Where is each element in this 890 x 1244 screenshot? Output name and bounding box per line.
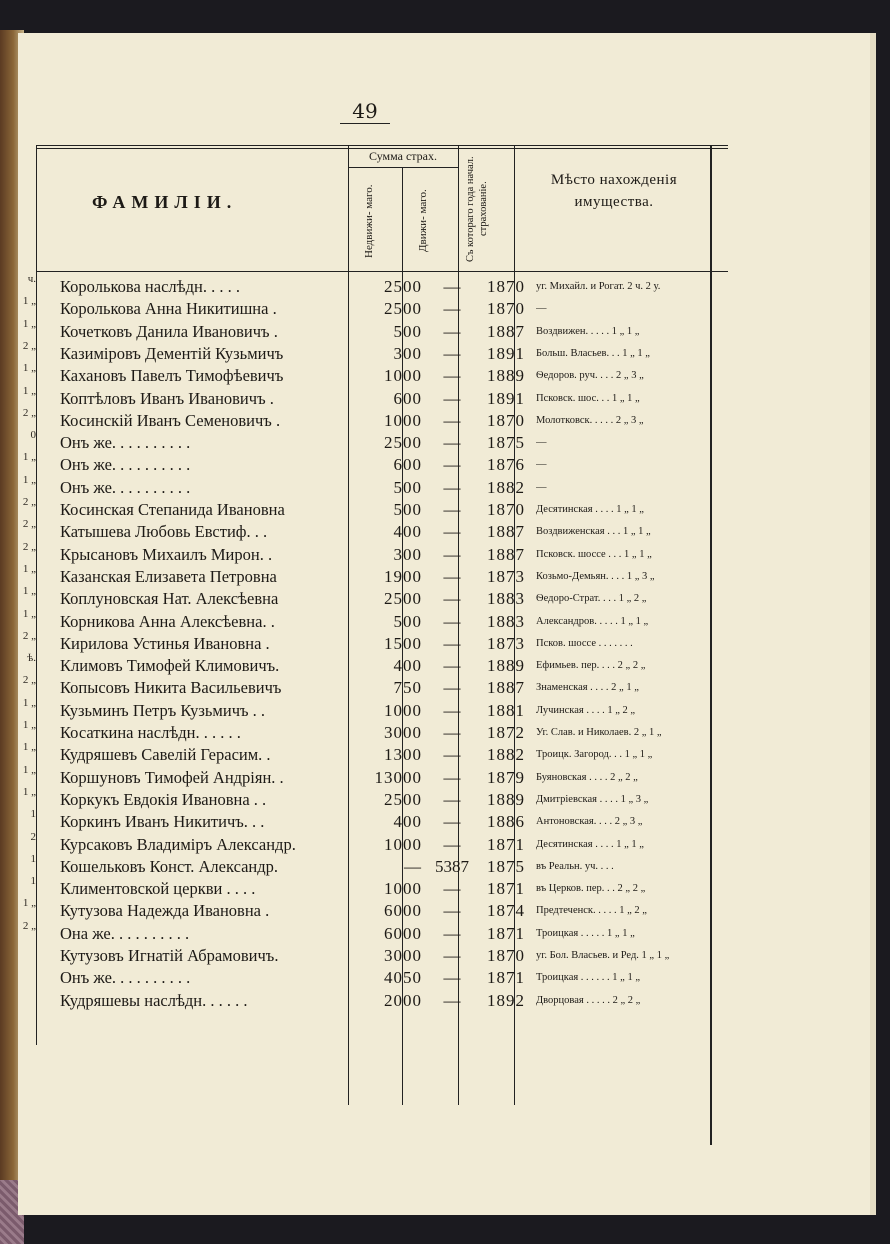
margin-fragment: 1	[30, 808, 36, 821]
movable-sum-cell: —	[443, 388, 461, 408]
immovable-sum-cell: 500	[393, 321, 422, 341]
immovable-sum-cell: 1000	[384, 879, 422, 899]
margin-fragment: 1 „	[22, 317, 36, 330]
margin-fragment: 1 „	[22, 741, 36, 754]
movable-sum-cell: —	[443, 366, 461, 386]
immovable-sum-cell: 500	[393, 477, 422, 497]
table-row	[18, 678, 730, 698]
location-cell: Воздвижен. . . . . 1 „ 1 „	[536, 325, 640, 337]
year-cell: 1887	[487, 544, 525, 564]
sum-group-header: Сумма страх.	[368, 149, 438, 163]
immovable-sum-cell: 6000	[384, 923, 422, 943]
family-name-cell: Кирилова Устинья Ивановна .	[60, 633, 270, 653]
year-cell: 1879	[487, 767, 525, 787]
location-cell: —	[536, 437, 547, 449]
movable-sum-cell: —	[443, 968, 461, 988]
location-cell: Лучинская . . . . 1 „ 2 „	[536, 704, 636, 716]
immovable-sum-cell: 300	[393, 544, 422, 564]
location-cell: Ѳедоро-Страт. . . . 1 „ 2 „	[536, 593, 647, 605]
margin-fragment: 2 „	[22, 406, 36, 419]
location-cell: Троицкая . . . . . 1 „ 1 „	[536, 927, 635, 939]
location-cell: уг. Бол. Власьев. и Ред. 1 „ 1 „	[536, 950, 670, 961]
table-row	[18, 344, 730, 364]
margin-fragment: 1 „	[22, 763, 36, 776]
year-cell: 1886	[487, 812, 525, 832]
table-row	[18, 768, 730, 788]
family-name-cell: Коркинъ Иванъ Никитичъ. . .	[60, 812, 265, 832]
year-cell: 1882	[487, 745, 525, 765]
year-cell: 1875	[487, 856, 525, 876]
family-name-cell: Кудряшевъ Савелій Герасим. .	[60, 745, 271, 765]
table-row	[18, 411, 730, 431]
movable-sum-cell: —	[443, 277, 461, 296]
family-name-cell: Кахановъ Павелъ Тимофѣевичъ	[60, 366, 284, 386]
immovable-sum-cell: 13000	[374, 767, 422, 787]
immovable-header: Недвижи- маго.	[363, 184, 375, 258]
location-cell: Больш. Власьев. . . 1 „ 1 „	[536, 347, 650, 359]
margin-fragment: 1	[30, 852, 36, 865]
year-cell: 1871	[487, 923, 525, 943]
immovable-sum-cell: 2500	[384, 299, 422, 319]
year-cell: 1870	[487, 946, 525, 965]
year-cell: 1876	[487, 455, 525, 475]
table-row	[18, 745, 730, 765]
movable-sum-cell: —	[443, 879, 461, 899]
location-cell: Антоновская. . . . 2 „ 3 „	[536, 816, 643, 828]
margin-fragment: 1 „	[22, 384, 36, 397]
table-row	[18, 545, 730, 565]
margin-fragment: 1 „	[22, 785, 36, 798]
margin-fragment: 1 „	[22, 362, 36, 375]
table-row	[18, 991, 730, 1011]
family-name-cell: Косаткина наслѣдн. . . . . .	[60, 723, 241, 742]
immovable-sum-cell: 400	[393, 522, 422, 542]
immovable-sum-cell: 300	[393, 343, 422, 363]
margin-fragment: 2 „	[22, 629, 36, 642]
family-name-cell: Копысовъ Никита Васильевичъ	[60, 678, 282, 698]
year-cell: 1870	[487, 299, 525, 319]
family-name-cell: Кочетковъ Данила Ивановичъ .	[60, 321, 278, 341]
year-cell: 1882	[487, 477, 525, 497]
location-cell: въ Церков. пер. . . 2 „ 2 „	[536, 883, 646, 895]
year-cell: 1891	[487, 388, 525, 408]
movable-sum-cell: —	[443, 433, 461, 453]
location-cell: Козьмо-Демьян. . . . 1 „ 3 „	[536, 570, 655, 582]
table-row	[18, 946, 730, 966]
location-cell: Молотковск. . . . . 2 „ 3 „	[536, 414, 644, 426]
year-cell: 1871	[487, 834, 525, 854]
movable-sum-cell: —	[443, 522, 461, 542]
family-name-cell: Она же. . . . . . . . . .	[60, 923, 190, 943]
family-name-cell: Климовъ Тимофей Климовичъ.	[60, 656, 280, 676]
movable-sum-cell: —	[443, 566, 461, 586]
location-cell: уг. Михайл. и Рогат. 2 ч. 2 у.	[536, 281, 661, 292]
immovable-sum-cell: 400	[393, 656, 422, 676]
family-name-cell: Крысановъ Михаилъ Мирон. .	[60, 544, 273, 564]
movable-sum-cell: —	[443, 812, 461, 832]
location-cell: Александров. . . . . 1 „ 1 „	[536, 615, 649, 627]
location-cell: Дмитріевская . . . . 1 „ 3 „	[536, 793, 649, 805]
year-cell: 1883	[487, 589, 525, 609]
movable-sum-cell: —	[443, 299, 461, 319]
margin-fragment: 1 „	[22, 897, 36, 910]
immovable-sum-cell: 1500	[384, 633, 422, 653]
immovable-sum-cell: 600	[393, 455, 422, 475]
movable-sum-cell: —	[443, 901, 461, 921]
movable-sum-cell: —	[443, 723, 461, 742]
movable-sum-cell: —	[443, 633, 461, 653]
movable-sum-cell: —	[443, 455, 461, 475]
year-cell: 1871	[487, 879, 525, 899]
location-cell: Дворцовая . . . . . 2 „ 2 „	[536, 994, 641, 1006]
family-name-cell: Казиміровъ Дементій Кузьмичъ	[60, 343, 284, 363]
location-cell: Воздвиженская . . . 1 „ 1 „	[536, 526, 651, 538]
immovable-sum-cell: 1000	[384, 834, 422, 854]
table-row	[18, 901, 730, 921]
table-row	[18, 612, 730, 632]
family-name-cell: Косинскій Иванъ Семеновичъ .	[60, 410, 281, 430]
margin-fragment: 1 „	[22, 295, 36, 308]
year-cell: 1887	[487, 678, 525, 698]
location-cell: —	[536, 303, 547, 315]
family-name-cell: Косинская Степанида Ивановна	[60, 500, 285, 519]
table-row	[18, 924, 730, 944]
family-name-cell: Казанская Елизавета Петровна	[60, 566, 277, 586]
table-row	[18, 322, 730, 342]
margin-fragment: 2 „	[22, 518, 36, 531]
movable-sum-cell: —	[443, 678, 461, 698]
margin-fragment: 2 „	[22, 674, 36, 687]
document-page	[18, 33, 870, 1215]
movable-header: Движи- маго.	[417, 189, 429, 253]
movable-sum-cell: —	[443, 946, 461, 965]
table-row	[18, 299, 730, 319]
table-row	[18, 389, 730, 409]
year-cell: 1889	[487, 656, 525, 676]
location-cell: въ Реальн. уч. . . .	[536, 860, 614, 872]
year-header: Съ котораго года начал. страхованіе.	[465, 156, 489, 262]
page-edge	[870, 33, 876, 1215]
location-cell: Десятинская . . . . 1 „ 1 „	[536, 838, 644, 850]
movable-sum-cell: —	[443, 611, 461, 631]
family-name-cell: Кузьминъ Петръ Кузьмичъ . .	[60, 700, 266, 720]
immovable-sum-cell: 400	[393, 812, 422, 832]
immovable-sum-cell: 2000	[384, 990, 422, 1010]
family-name-cell: Климентовской церкви . . . .	[60, 879, 256, 899]
table-row	[18, 433, 730, 453]
margin-fragment: 0	[30, 429, 36, 442]
table-row	[18, 879, 730, 899]
year-cell: 1875	[487, 433, 525, 453]
margin-fragment: 1 „	[22, 562, 36, 575]
immovable-sum-cell: 750	[393, 678, 422, 698]
year-cell: 1870	[487, 410, 525, 430]
family-name-cell: Кошельковъ Конст. Александр.	[60, 856, 279, 876]
movable-sum-cell: —	[443, 589, 461, 609]
margin-fragment: 2 „	[22, 339, 36, 352]
movable-sum-cell: —	[443, 767, 461, 787]
margin-fragment: ч.	[27, 273, 36, 285]
sum-group-rule	[348, 167, 458, 168]
margin-fragment: 1	[30, 875, 36, 888]
margin-fragment: ѣ.	[27, 652, 36, 665]
immovable-sum-cell: 6000	[384, 901, 422, 921]
movable-sum-cell: —	[443, 544, 461, 564]
family-name-cell: Кутузовъ Игнатій Абрамовичъ.	[60, 946, 279, 965]
table-row	[18, 634, 730, 654]
table-row	[18, 455, 730, 475]
location-cell: Ѳедоров. руч. . . . 2 „ 3 „	[536, 370, 644, 382]
table-row	[18, 857, 730, 877]
table-row	[18, 812, 730, 832]
family-name-cell: Онъ же. . . . . . . . . .	[60, 968, 191, 988]
margin-fragment: 1 „	[22, 719, 36, 731]
margin-fragment: 1 „	[22, 451, 36, 464]
movable-sum-cell: —	[443, 923, 461, 943]
movable-sum-cell: —	[443, 321, 461, 341]
page-number: 49	[340, 99, 390, 124]
immovable-sum-cell: 500	[393, 500, 422, 519]
year-cell: 1891	[487, 343, 525, 363]
table-row	[18, 968, 730, 988]
margin-fragment: 1 „	[22, 607, 36, 620]
location-cell: Знаменская . . . . 2 „ 1 „	[536, 682, 639, 694]
location-cell: Троицк. Загород. . . 1 „ 1 „	[536, 749, 653, 761]
movable-sum-cell: —	[443, 789, 461, 809]
immovable-sum-cell: 3000	[384, 946, 422, 965]
movable-sum-cell: —	[443, 500, 461, 519]
margin-fragment: 1 „	[22, 585, 36, 598]
location-cell: Троицкая . . . . . . 1 „ 1 „	[536, 972, 641, 984]
location-cell: —	[536, 459, 547, 471]
margin-fragment: 2	[30, 830, 36, 843]
header-bottom-rule	[36, 271, 728, 272]
family-name-cell: Курсаковъ Владиміръ Александр.	[60, 834, 296, 854]
place-header: Мѣсто нахожденія имущества.	[550, 172, 678, 210]
movable-sum-cell: —	[443, 834, 461, 854]
margin-fragment: 2 „	[22, 540, 36, 553]
table-row	[18, 277, 730, 297]
family-header: ФАМИЛІИ.	[92, 192, 238, 212]
table-row	[18, 589, 730, 609]
immovable-sum-cell: —	[404, 856, 422, 876]
margin-fragment: 1 „	[22, 696, 36, 709]
table-row	[18, 522, 730, 542]
family-name-cell: Корникова Анна Алексѣевна. .	[60, 611, 275, 631]
family-name-cell: Коркукъ Евдокія Ивановна . .	[60, 789, 267, 809]
table-row	[18, 701, 730, 721]
family-name-cell: Королькова наслѣдн. . . . .	[60, 277, 240, 296]
location-cell: Псковск. шоссе . . . 1 „ 1 „	[536, 548, 652, 560]
location-cell: —	[536, 481, 547, 493]
location-cell: Ефимьев. пер. . . . 2 „ 2 „	[536, 660, 646, 672]
year-cell: 1887	[487, 321, 525, 341]
margin-fragment: 1 „	[22, 473, 36, 486]
family-name-cell: Королькова Анна Никитишна .	[60, 299, 277, 319]
family-name-cell: Кудряшевы наслѣдн. . . . . .	[60, 990, 248, 1010]
immovable-sum-cell: 600	[393, 388, 422, 408]
year-cell: 1871	[487, 968, 525, 988]
margin-fragment: 2 „	[22, 919, 36, 932]
family-name-cell: Онъ же. . . . . . . . . .	[60, 477, 191, 497]
year-cell: 1883	[487, 611, 525, 631]
movable-sum-cell: —	[443, 990, 461, 1010]
year-cell: 1873	[487, 633, 525, 653]
family-name-cell: Онъ же. . . . . . . . . .	[60, 433, 191, 453]
immovable-sum-cell: 2500	[384, 277, 422, 296]
year-cell: 1870	[487, 500, 525, 519]
family-name-cell: Онъ же. . . . . . . . . .	[60, 455, 191, 475]
table-row	[18, 567, 730, 587]
immovable-sum-cell: 1000	[384, 700, 422, 720]
year-cell: 1892	[487, 990, 525, 1010]
year-cell: 1881	[487, 700, 525, 720]
immovable-sum-cell: 1000	[384, 410, 422, 430]
movable-sum-cell: —	[443, 745, 461, 765]
movable-sum-cell: —	[443, 700, 461, 720]
movable-sum-cell: —	[443, 656, 461, 676]
immovable-sum-cell: 1900	[384, 566, 422, 586]
location-cell: Уг. Слав. и Николаев. 2 „ 1 „	[536, 727, 662, 738]
table-row	[18, 790, 730, 810]
year-cell: 1870	[487, 277, 525, 296]
family-name-cell: Коршуновъ Тимофей Андріян. .	[60, 767, 284, 787]
year-cell: 1872	[487, 723, 525, 742]
immovable-sum-cell: 500	[393, 611, 422, 631]
immovable-sum-cell: 1300	[384, 745, 422, 765]
table-top-rule	[36, 145, 728, 146]
movable-sum-cell: —	[443, 477, 461, 497]
immovable-sum-cell: 4050	[384, 968, 422, 988]
table-row	[18, 478, 730, 498]
location-cell: Псковск. шос. . . 1 „ 1 „	[536, 392, 640, 404]
family-name-cell: Кутузова Надежда Ивановна .	[60, 901, 270, 921]
immovable-sum-cell: 2500	[384, 789, 422, 809]
table-row	[18, 835, 730, 855]
year-cell: 1873	[487, 566, 525, 586]
location-cell: Псков. шоссе . . . . . . .	[536, 637, 633, 649]
immovable-sum-cell: 2500	[384, 589, 422, 609]
location-cell: Десятинская . . . . 1 „ 1 „	[536, 504, 644, 515]
movable-sum-cell: —	[443, 343, 461, 363]
table-row	[18, 500, 730, 520]
family-name-cell: Катышева Любовь Евстиф. . .	[60, 522, 268, 542]
year-cell: 1874	[487, 901, 525, 921]
year-cell: 1889	[487, 366, 525, 386]
immovable-sum-cell: 3000	[384, 723, 422, 742]
year-cell: 1887	[487, 522, 525, 542]
family-name-cell: Коплуновская Нат. Алексѣевна	[60, 589, 279, 609]
family-name-cell: Коптѣловъ Иванъ Ивановичъ .	[60, 388, 274, 408]
immovable-sum-cell: 1000	[384, 366, 422, 386]
location-cell: Буяновская . . . . 2 „ 2 „	[536, 771, 638, 783]
table-row	[18, 723, 730, 743]
table-row	[18, 366, 730, 386]
movable-sum-cell: 5387	[435, 856, 469, 876]
margin-fragment: 2 „	[22, 496, 36, 508]
location-cell: Предтеченск. . . . . 1 „ 2 „	[536, 905, 647, 917]
year-cell: 1889	[487, 789, 525, 809]
table-row	[18, 656, 730, 676]
immovable-sum-cell: 2500	[384, 433, 422, 453]
movable-sum-cell: —	[443, 410, 461, 430]
